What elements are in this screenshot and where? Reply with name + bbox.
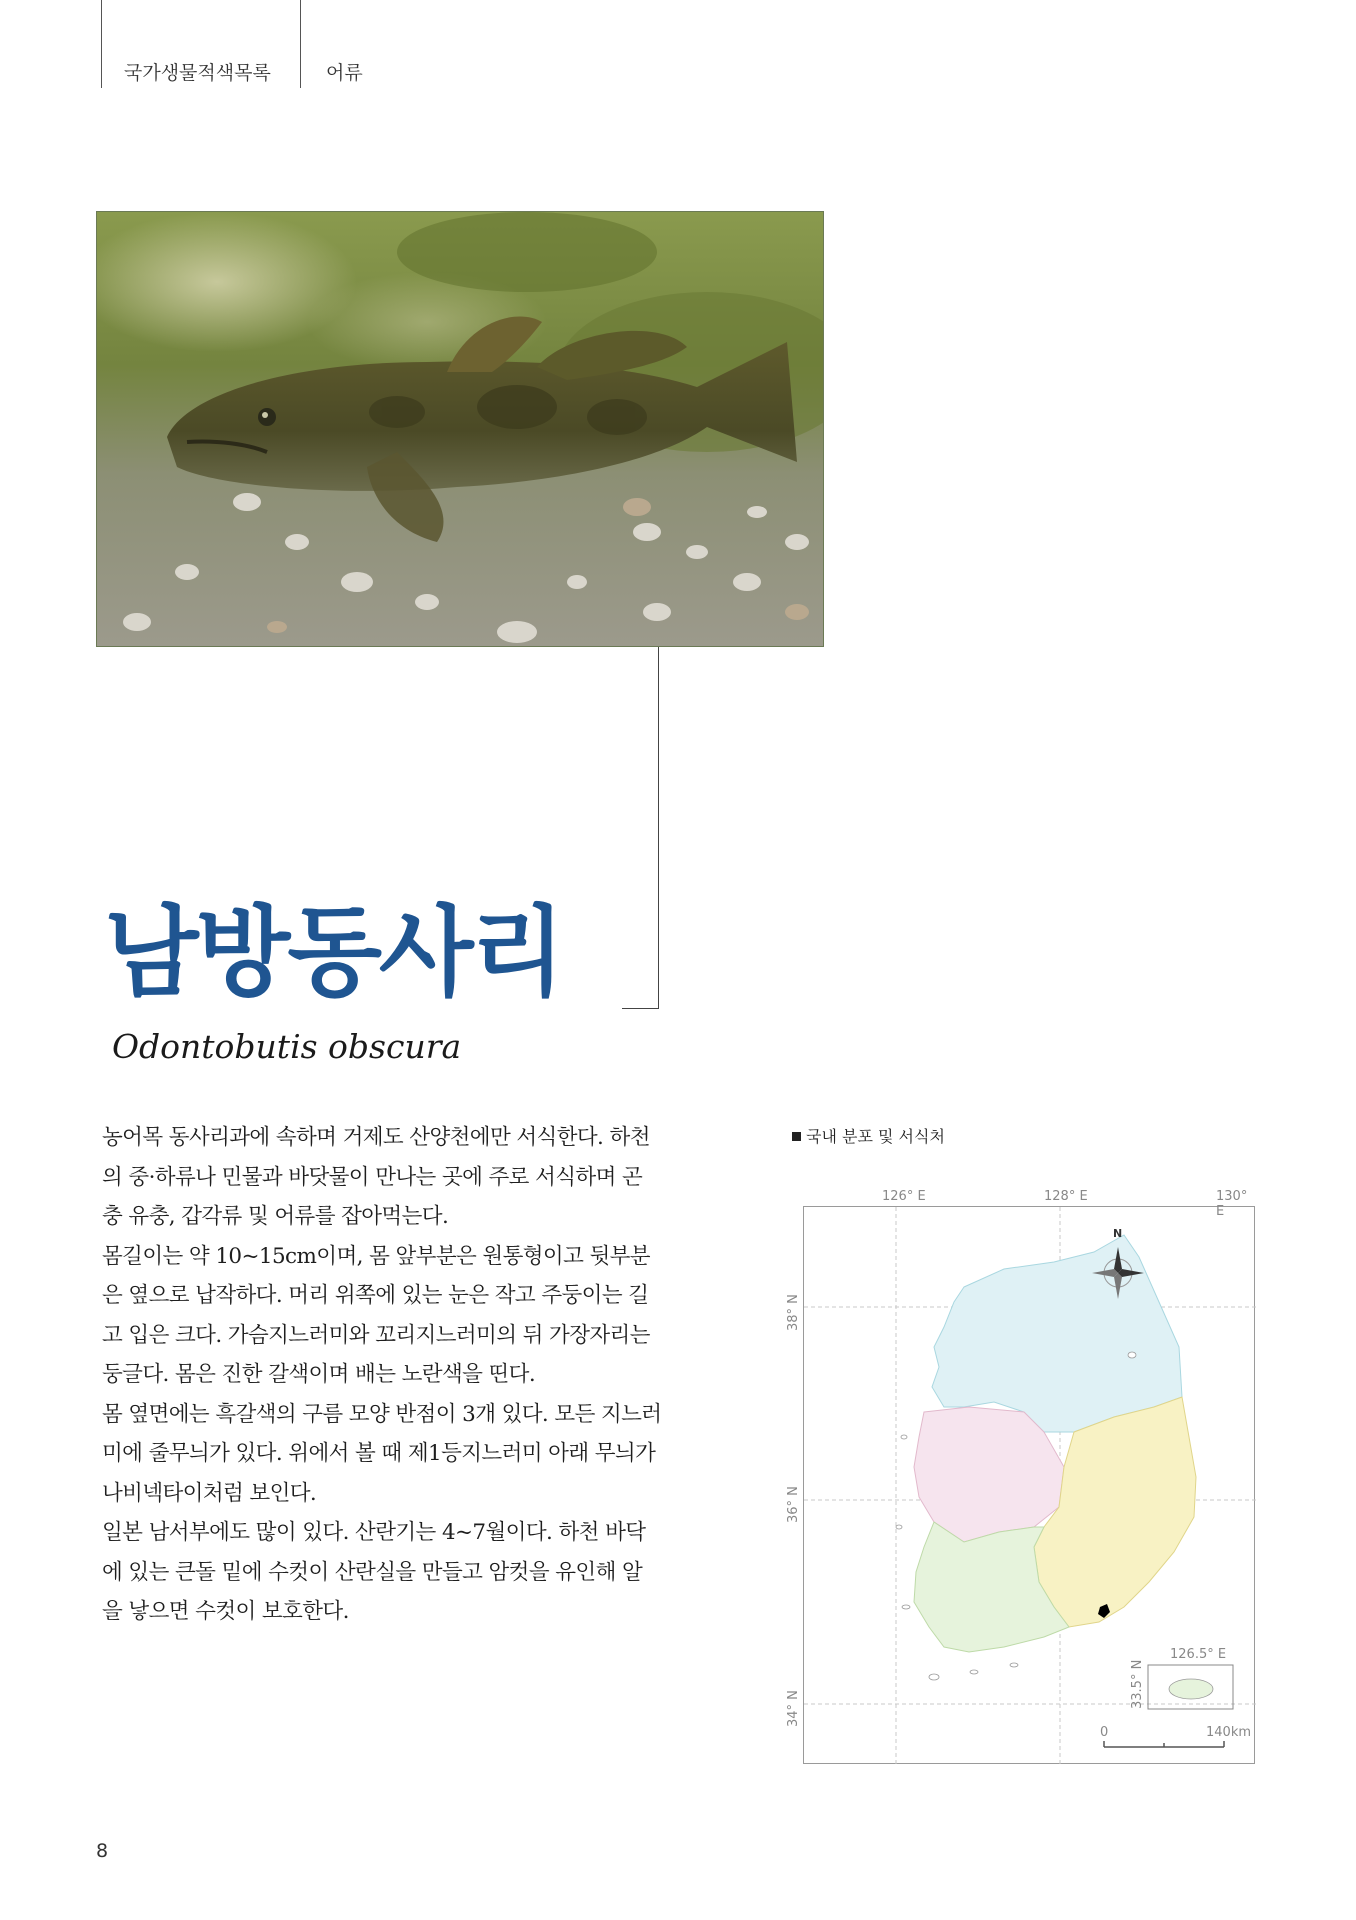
korea-map-graphic — [804, 1207, 1256, 1765]
species-photo — [96, 211, 824, 647]
species-description — [102, 1118, 662, 1632]
caption-square-icon — [792, 1132, 801, 1141]
leader-line-vertical — [658, 647, 659, 1009]
species-scientific-name: Odontobutis obscura — [112, 1027, 462, 1066]
lat-label: 38° N — [786, 1294, 801, 1331]
lat-label: 34° N — [786, 1690, 801, 1727]
north-label: N — [1113, 1227, 1123, 1240]
description-paragraph: 일본 남서부에도 많이 있다. 산란기는 4~7월이다. 하천 바닥에 있는 큰돌 밑에 수컷이 산란실을 만들고 암컷을 유인해 알을 낳으면 수컷이 보호한다. — [102, 1520, 646, 1624]
jeju-island — [1169, 1679, 1213, 1699]
map-caption — [792, 1124, 945, 1147]
distribution-map — [786, 1189, 1255, 1764]
scale-bar — [1104, 1741, 1224, 1747]
page-number: 8 — [96, 1840, 109, 1862]
category-label: 어류 — [326, 62, 363, 84]
species-korean-name: 남방동사리 — [104, 896, 563, 1010]
lon-label: 128° E — [1044, 1189, 1088, 1204]
map-caption-text: 국내 분포 및 서식처 — [806, 1127, 945, 1146]
leader-line-horizontal — [622, 1008, 659, 1009]
catalog-title: 국가생물적색목록 — [124, 62, 271, 84]
description-paragraph: 몸 옆면에는 흑갈색의 구름 모양 반점이 3개 있다. 모든 지느러미에 줄무늬가 있다. 위에서 볼 때 제1등지느러미 아래 무늬가 나비넥타이처럼 보인다. — [102, 1401, 662, 1506]
scale-end-label: 140km — [1206, 1725, 1252, 1740]
inset-lat-label: 33.5° N — [1130, 1659, 1145, 1709]
fish-photo-image — [97, 212, 824, 647]
description-paragraph: 몸길이는 약 10~15cm이며, 몸 앞부분은 원통형이고 뒷부분은 옆으로 납작하다. 머리 위쪽에 있는 눈은 작고 주둥이는 길고 입은 크다. 가슴지느러미와 꼬리지느러미의 뒤 가장자리는 둥글다. 몸은 진한 갈색이며 배는 노란색을 띤다. — [102, 1243, 650, 1387]
inset-lon-label: 126.5° E — [1170, 1647, 1227, 1662]
header-divider-left — [101, 0, 102, 88]
lat-label: 36° N — [786, 1486, 801, 1523]
description-paragraph: 농어목 동사리과에 속하며 거제도 산양천에만 서식한다. 하천의 중·하류나 민물과 바닷물이 만나는 곳에 주로 서식하며 곤충 유충, 갑각류 및 어류를 잡아먹는다. — [102, 1125, 650, 1229]
header-divider-right — [300, 0, 301, 88]
lon-label: 130° E — [1216, 1189, 1248, 1219]
scale-start-label: 0 — [1100, 1725, 1109, 1740]
lon-label: 126° E — [882, 1189, 926, 1204]
